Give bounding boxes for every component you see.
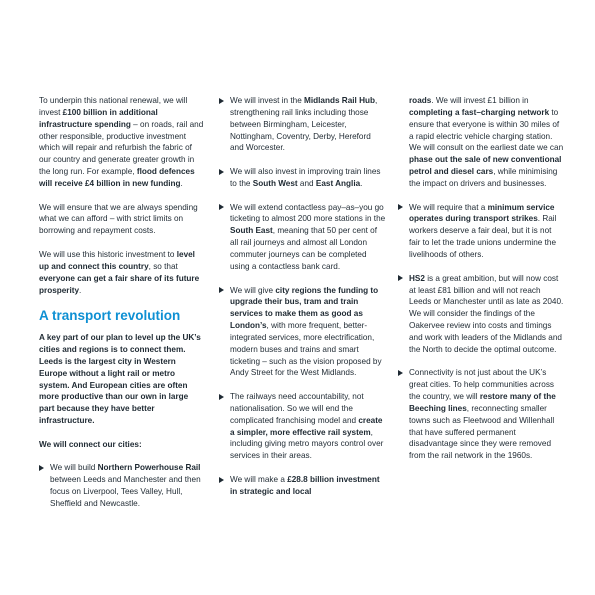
emphasis: South East: [230, 226, 273, 236]
text: We will use this historic investment to: [39, 249, 177, 259]
text: We will invest in the: [230, 96, 305, 105]
emphasis: city regions the funding to upgrade their bus, tram and train services to make them as good as London’s: [230, 285, 379, 331]
text: between Leeds and Manchester and then focus on Liverpool, Tees Valley, Hull, Sheffield and Newcastle.: [50, 475, 201, 508]
column-left: [39, 95, 205, 522]
emphasis: completing a fast–charging network: [409, 107, 550, 117]
text: The railways need accountability, not nationalisation. So we will end the complicated franchising model and: [230, 392, 364, 425]
list-item: [219, 391, 386, 462]
emphasis: phase out the sale of new conventional petrol and diesel cars: [409, 155, 562, 177]
list-item-continuation: [398, 95, 564, 190]
text: to ensure that everyone is within 30 miles of a rapid electric vehicle charging station. We will consult on the earliest date we can: [409, 107, 564, 153]
intro-paragraph: A key part of our plan to level up the UK’s cities and regions is to connect them. Leeds is the largest city in Western Europe without a light rail or metro system. And European cities are often more productive than our own in large part because they have better infrastructure.: [39, 333, 201, 426]
text: To underpin this national renewal, we will invest: [39, 96, 188, 117]
list-item: [219, 285, 386, 380]
text: We will build: [50, 463, 98, 473]
paragraph-infrastructure: [39, 95, 205, 190]
text: We will also invest in improving train lines to the: [230, 167, 381, 188]
text: , reconnecting smaller towns such as Fleetwood and Willenhall that have suffered permanent disadvantage since they were removed from the rail network in the 1960s.: [409, 403, 555, 461]
triangle-bullet-icon: [219, 394, 224, 400]
text: We will extend contactless pay–as–you go ticketing to almost 200 more stations in the: [230, 202, 386, 224]
emphasis: Northern Powerhouse Rail: [97, 463, 201, 473]
triangle-bullet-icon: [398, 204, 403, 210]
emphasis: level up and connect this country: [39, 249, 195, 271]
text: and: [297, 178, 316, 188]
text: , including giving metro mayors control over services in their areas.: [230, 427, 384, 461]
triangle-bullet-icon: [398, 370, 403, 376]
paragraph-level-up: [39, 249, 205, 296]
text: Connectivity is not just about the UK’s great cities. To help communities across the country, we will: [409, 368, 555, 402]
list-item: [219, 166, 386, 190]
emphasis: HS2: [409, 273, 425, 283]
paragraph-borrowing: We will ensure that we are always spending what we can afford – with strict limits on borrowing and repayment costs.: [39, 202, 198, 236]
section-heading: A transport revolution: [39, 308, 181, 324]
text: , while minimising the impact on drivers and businesses.: [409, 167, 558, 188]
text: We will give: [230, 285, 276, 295]
emphasis: Midlands Rail Hub: [304, 96, 375, 105]
connect-cities-lead: We will connect our cities:: [39, 439, 142, 449]
emphasis: minimum service operates during transport strikes: [409, 202, 555, 224]
text: . We will invest £1 billion in: [431, 96, 529, 105]
emphasis: South West: [252, 178, 298, 188]
text: We will make a: [230, 475, 288, 484]
emphasis: East Anglia: [315, 178, 361, 188]
text: , strengthening rail links including those between Birmingham, Leicester, Nottingham, Coventry, Derby, Hereford and Worcester.: [230, 96, 378, 153]
emphasis: create a simpler, more effective rail system: [230, 415, 383, 437]
column-right: [398, 95, 564, 474]
text: , with more frequent, better-integrated services, more electrification, modern buses and trains and smart ticketing – such as the vision proposed by Andy Street for the West Midlands.: [230, 321, 382, 378]
triangle-bullet-icon: [398, 275, 403, 281]
text: , meaning that 50 per cent of all rail journeys and almost all London commuter journeys can be completed using a contactless bank card.: [230, 226, 377, 271]
text: .: [79, 285, 82, 295]
list-item: [39, 462, 205, 509]
emphasis: restore many of the Beeching lines: [409, 392, 556, 413]
list-item: [398, 367, 564, 462]
emphasis: roads: [409, 96, 432, 105]
list-item: [219, 95, 386, 154]
list-item: [398, 202, 564, 261]
column-middle: [219, 95, 386, 510]
emphasis: everyone can get a fair share of its future prosperity: [39, 273, 200, 295]
triangle-bullet-icon: [219, 287, 224, 293]
triangle-bullet-icon: [219, 98, 224, 104]
text: .: [180, 178, 183, 188]
triangle-bullet-icon: [39, 465, 44, 471]
emphasis: £100 billion in additional infrastructure spending: [39, 107, 158, 129]
text: We will require that a: [409, 202, 488, 212]
text: . Rail workers deserve a fair deal, but it is not fair to let the trade unions undermine the livelihoods of others.: [409, 214, 557, 259]
triangle-bullet-icon: [219, 204, 224, 210]
emphasis: £28.8 billion investment in strategic and local: [230, 475, 380, 496]
triangle-bullet-icon: [219, 477, 224, 483]
text: , so that: [148, 261, 178, 271]
list-item: [398, 273, 564, 356]
triangle-bullet-icon: [219, 169, 224, 175]
text: is a great ambition, but will now cost at least £81 billion and will not reach Leeds or Manchester until as late as 2040. We will consider the findings of the Oakervee review into costs and timings and work with leaders of the Midlands and the North to decide the optimal outcome.: [409, 273, 564, 354]
text: .: [360, 178, 363, 188]
list-item: [219, 474, 386, 498]
list-item: [219, 202, 386, 273]
emphasis: flood defences will receive £4 billion in new funding: [39, 167, 195, 188]
text: – on roads, rail and other responsible, productive investment which will repair and refurbish the fabric of our country and generate greater growth in the long run. For example,: [39, 119, 204, 177]
